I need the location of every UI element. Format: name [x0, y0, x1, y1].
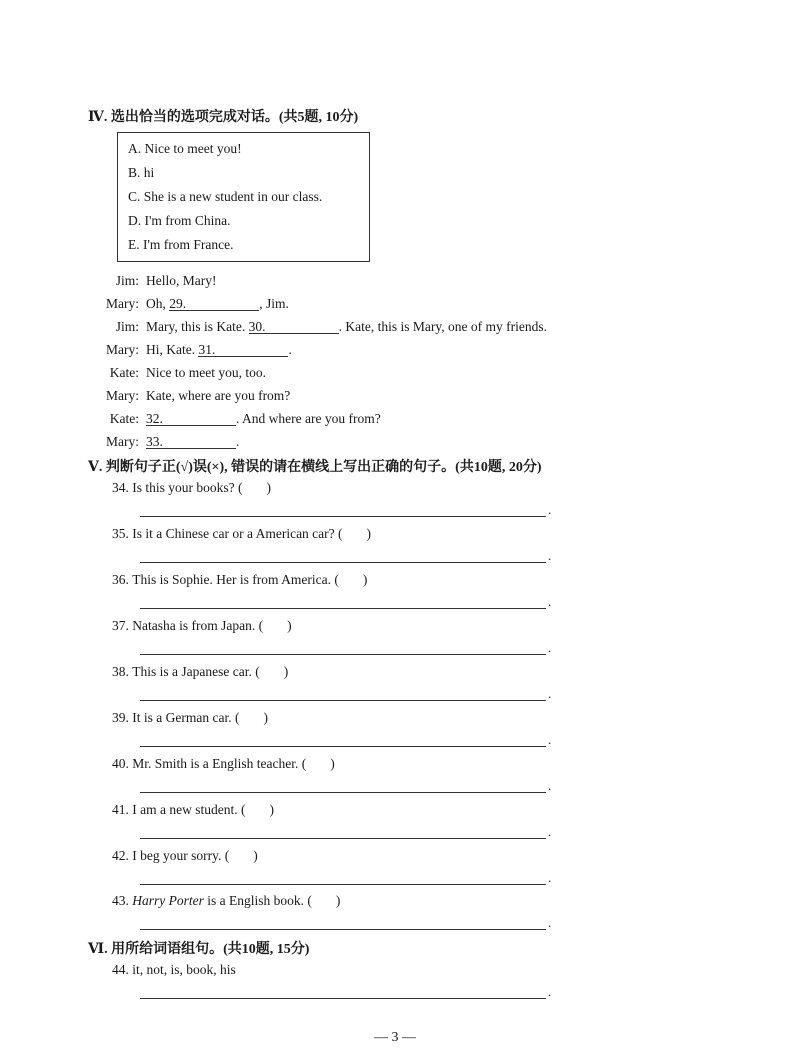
dialogue-line: Oh, 29. , Jim.	[146, 296, 289, 311]
dialogue-speaker: Jim:	[115, 319, 139, 334]
dialogue-speaker: Kate:	[109, 411, 139, 426]
answer-line[interactable]	[140, 654, 546, 655]
answer-line[interactable]	[140, 746, 546, 747]
answer-line[interactable]	[140, 608, 546, 609]
section-4-title: Ⅳ. 选出恰当的选项完成对话。(共5题, 10分)	[88, 110, 359, 125]
dialogue-speaker: Mary:	[106, 388, 139, 403]
answer-period: .	[548, 984, 552, 999]
answer-period: .	[548, 870, 552, 885]
answer-line[interactable]	[140, 929, 546, 930]
book-title: Harry Porter	[132, 893, 204, 908]
blank-31[interactable]: 31.	[198, 342, 288, 357]
blank-32[interactable]: 32.	[146, 411, 236, 426]
answer-line[interactable]	[140, 700, 546, 701]
dialogue-line: Hello, Mary!	[146, 273, 217, 288]
option-b: B. hi	[128, 165, 155, 180]
dialogue-line: Mary, this is Kate. 30. . Kate, this is Mary, one of my friends.	[146, 319, 547, 334]
dialogue-speaker: Jim:	[115, 273, 139, 288]
answer-period: .	[548, 824, 552, 839]
blank-30[interactable]: 30.	[249, 319, 339, 334]
dialogue-line: Nice to meet you, too.	[146, 365, 266, 380]
option-e: E. I'm from France.	[128, 237, 234, 252]
question-35: 35. Is it a Chinese car or a American car? ( )	[112, 526, 372, 541]
question-39: 39. It is a German car. ( )	[112, 710, 268, 725]
answer-period: .	[548, 502, 552, 517]
question-41: 41. I am a new student. ( )	[112, 802, 274, 817]
question-40: 40. Mr. Smith is a English teacher. ( )	[112, 756, 335, 771]
blank-33[interactable]: 33.	[146, 434, 236, 449]
question-42: 42. I beg your sorry. ( )	[112, 848, 258, 863]
question-43: 43. Harry Porter is a English book. ( )	[112, 893, 341, 908]
question-44: 44. it, not, is, book, his	[112, 962, 236, 977]
dialogue-speaker: Kate:	[109, 365, 139, 380]
page-number: — 3 —	[374, 1030, 416, 1045]
answer-period: .	[548, 686, 552, 701]
question-36: 36. This is Sophie. Her is from America. ( )	[112, 572, 368, 587]
option-a: A. Nice to meet you!	[128, 141, 242, 156]
answer-line[interactable]	[140, 516, 546, 517]
answer-period: .	[548, 778, 552, 793]
options-box	[117, 132, 370, 262]
option-c: C. She is a new student in our class.	[128, 189, 323, 204]
answer-period: .	[548, 594, 552, 609]
section-5-title: Ⅴ. 判断句子正(√)误(×), 错误的请在横线上写出正确的句子。(共10题, 20分)	[88, 460, 542, 475]
question-37: 37. Natasha is from Japan. ( )	[112, 618, 292, 633]
dialogue-speaker: Mary:	[106, 342, 139, 357]
dialogue-speaker: Mary:	[106, 296, 139, 311]
section-6-title: Ⅵ. 用所给词语组句。(共10题, 15分)	[88, 942, 310, 957]
dialogue-line: Kate, where are you from?	[146, 388, 291, 403]
answer-period: .	[548, 548, 552, 563]
answer-period: .	[548, 640, 552, 655]
dialogue-speaker: Mary:	[106, 434, 139, 449]
answer-line[interactable]	[140, 884, 546, 885]
blank-29[interactable]: 29.	[169, 296, 259, 311]
option-d: D. I'm from China.	[128, 213, 231, 228]
answer-period: .	[548, 732, 552, 747]
dialogue-line: 33. .	[146, 434, 240, 449]
answer-line[interactable]	[140, 562, 546, 563]
dialogue-line: 32. . And where are you from?	[146, 411, 381, 426]
question-34: 34. Is this your books? ( )	[112, 480, 271, 495]
answer-period: .	[548, 915, 552, 930]
dialogue-line: Hi, Kate. 31. .	[146, 342, 292, 357]
answer-line[interactable]	[140, 998, 546, 999]
question-38: 38. This is a Japanese car. ( )	[112, 664, 289, 679]
answer-line[interactable]	[140, 838, 546, 839]
answer-line[interactable]	[140, 792, 546, 793]
